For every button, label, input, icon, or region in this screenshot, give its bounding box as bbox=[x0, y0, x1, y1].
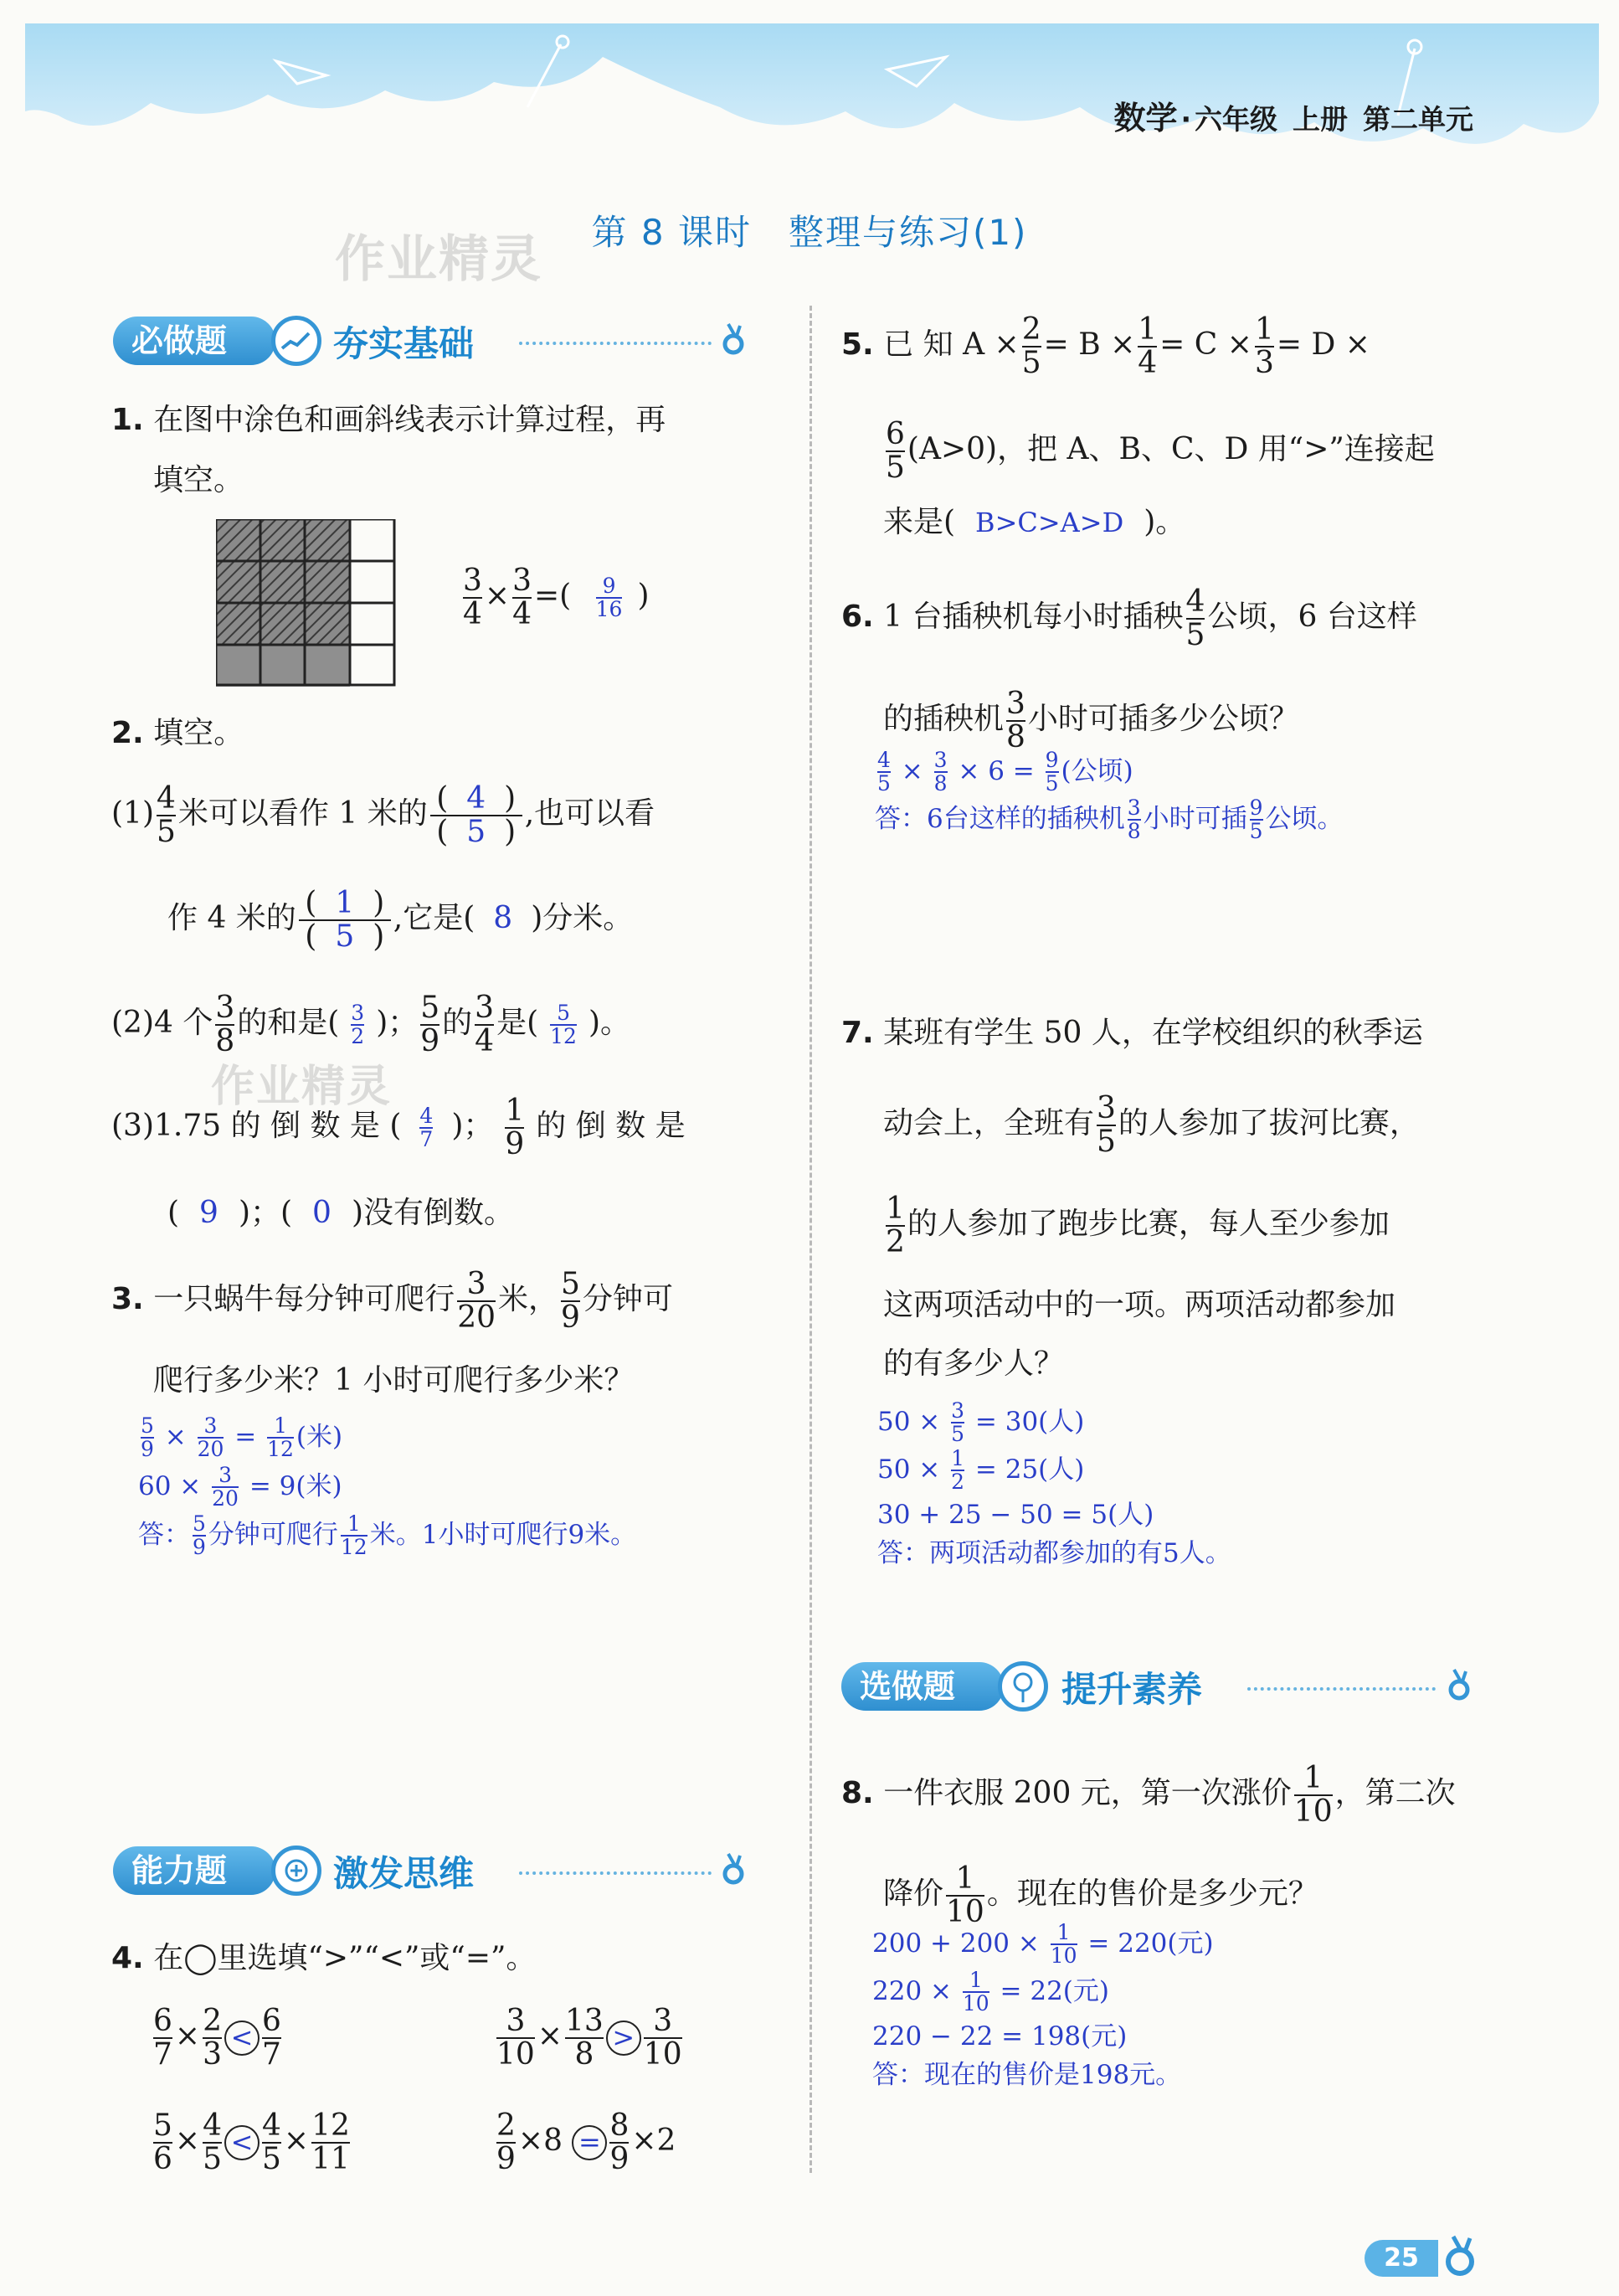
question-8: 8. 一件衣服 200 元，第一次涨价 $\frac{1}{10}$ ，第二次 bbox=[841, 1761, 1456, 1829]
question-2-part-2: (2)4 个 $\frac{3}{8}$ 的和是( $\frac{3}{2}$ )； $\frac{5}{9}$ 的 $\frac{3}{4}$ 是( $\frac{5}{12}$ )。 bbox=[111, 991, 630, 1058]
question-7-line-5: 的有多少人？ bbox=[883, 1346, 1065, 1381]
question-7-line-3: $\frac{1}{2}$ 的人参加了跑步比赛，每人至少参加 bbox=[886, 1192, 1390, 1259]
question-6-solution: $\frac{4}{5}$ × $\frac{3}{8}$ × 6 = $\frac{9}{5}$ (公顷) 答：6台这样的插秧机 $\frac{3}{8}$ 小时可插 $\frac{9}{5}$ 公顷。 bbox=[875, 748, 1344, 843]
question-7: 7. 某班有学生 50 人，在学校组织的秋季运 bbox=[841, 1016, 1423, 1050]
question-8-solution: 200 + 200 × $\frac{1}{10}$ = 220(元) 220 × $\frac{1}{10}$ = 22(元) 220 − 22 = 198(元) 答：现在的售价是198元。 bbox=[872, 1920, 1214, 2090]
question-2: 2. 填空。 bbox=[111, 716, 244, 750]
question-number: 1. bbox=[111, 403, 144, 437]
column-divider bbox=[810, 306, 812, 2173]
question-3-solution: $\frac{5}{9}$ × $\frac{3}{20}$ = $\frac{1}{12}$ (米) 60 × $\frac{3}{20}$ = 9(米) 答： $\frac{5}{9}$ 分钟可爬行 $\frac{1}{12}$ 米。1小时可爬行9米。 bbox=[138, 1413, 637, 1560]
fraction: $\frac{3}{4}$ bbox=[512, 564, 532, 631]
divider-dots bbox=[1247, 1687, 1436, 1691]
question-2-part-3: (3)1.75 的 倒 数 是 ( $\frac{4}{7}$ )； $\frac{1}{9}$ 的 倒 数 是 bbox=[111, 1094, 686, 1161]
compare-circle[interactable]: < bbox=[224, 2021, 260, 2056]
fraction: $\frac{3}{4}$ bbox=[463, 564, 482, 631]
lesson-title: 第 8 课时 整理与练习(1) bbox=[591, 212, 1028, 253]
compare-item-3: $\frac{5}{6}$ × $\frac{4}{5}$ < $\frac{4}{5}$ × $\frac{12}{11}$ bbox=[153, 2108, 350, 2176]
divider-dots bbox=[519, 342, 712, 345]
question-3: 3. 一只蜗牛每分钟可爬行 $\frac{3}{20}$ 米， $\frac{5}{9}$ 分钟可 bbox=[111, 1267, 673, 1335]
watermark: 作业精灵 bbox=[335, 230, 542, 289]
question-6-line-2: 的插秧机 $\frac{3}{8}$ 小时可插多少公顷？ bbox=[883, 687, 1299, 754]
compare-circle[interactable]: > bbox=[606, 2021, 641, 2056]
question-7-line-2: 动会上，全班有 $\frac{3}{5}$ 的人参加了拔河比赛， bbox=[883, 1091, 1420, 1159]
trend-icon bbox=[271, 316, 321, 366]
grid-figure bbox=[216, 519, 396, 687]
question-7-line-4: 这两项活动中的一项。两项活动都参加 bbox=[883, 1288, 1396, 1322]
section-required-sub: 夯实基础 bbox=[333, 323, 475, 364]
question-text: 在图中涂色和画斜线表示计算过程，再 bbox=[153, 403, 666, 437]
header-title bbox=[1113, 92, 1473, 138]
divider-dots bbox=[519, 1871, 712, 1875]
dandelion-icon bbox=[998, 1661, 1048, 1712]
header-subject: 数学 bbox=[1113, 100, 1178, 136]
question-2-part-3-line-2: ( 9 )；( 0 )没有倒数。 bbox=[167, 1196, 514, 1230]
page-header bbox=[25, 23, 1599, 157]
question-4: 4. 在◯里选填“>”“<”或“=”。 bbox=[111, 1941, 537, 1975]
brain-icon bbox=[271, 1846, 321, 1896]
question-2-part-1-line-2: 作 4 米的 $\frac{( 1 )}{( 5 )}$ ,它是( 8 )分米。 bbox=[167, 886, 634, 954]
question-6: 6. 1 台插秧机每小时插秧 $\frac{4}{5}$ 公顷，6 台这样 bbox=[841, 584, 1417, 652]
header-grade: 六年级 bbox=[1195, 103, 1277, 136]
section-optional-sub: 提升素养 bbox=[1061, 1669, 1203, 1710]
compare-item-2: $\frac{3}{10}$ × $\frac{13}{8}$ > $\frac{3}{10}$ bbox=[496, 2004, 682, 2072]
question-5-line-3: 来是( B>C>A>D )。 bbox=[883, 505, 1186, 539]
question-8-line-2: 降价 $\frac{1}{10}$ 。现在的售价是多少元？ bbox=[883, 1861, 1318, 1929]
question-5: 5. 已 知 A × $\frac{2}{5}$ = B × $\frac{1}{4}$ = C × $\frac{1}{3}$ = D × bbox=[841, 312, 1370, 380]
answer-fraction: $\frac{9}{16}$ bbox=[595, 573, 623, 621]
question-7-solution: 50 × $\frac{3}{5}$ = 30(人) 50 × $\frac{1}{2}$ = 25(人) 30 + 25 − 50 = 5(人) 答：两项活动都参加的有5人。 bbox=[877, 1398, 1231, 1568]
question-1-line-2: 填空。 bbox=[153, 463, 244, 497]
swirl-icon bbox=[1442, 2232, 1480, 2280]
question-1 bbox=[111, 400, 781, 440]
swirl-icon bbox=[718, 1851, 748, 1886]
question-5-line-2: $\frac{6}{5}$ (A>0)，把 A、B、C、D 用“>”连接起 bbox=[886, 417, 1435, 485]
compare-circle[interactable]: = bbox=[572, 2125, 607, 2160]
watermark: 作业精灵 bbox=[211, 1062, 393, 1112]
page-number: 25 bbox=[1384, 2243, 1419, 2273]
compare-circle[interactable]: < bbox=[224, 2125, 260, 2160]
header-volume: 上册 bbox=[1293, 103, 1348, 136]
question-2-part-1: (1) $\frac{4}{5}$ 米可以看作 1 米的 $\frac{( 4 )}{( 5 )}$ ,也可以看 bbox=[111, 781, 655, 849]
question-3-line-2: 爬行多少米？1 小时可爬行多少米？ bbox=[153, 1363, 635, 1398]
section-optional-label: 选做题 bbox=[841, 1662, 1004, 1711]
section-ability-sub: 激发思维 bbox=[333, 1853, 475, 1894]
section-ability-label: 能力题 bbox=[113, 1846, 275, 1895]
section-required-label: 必做题 bbox=[113, 317, 275, 365]
swirl-icon bbox=[718, 321, 748, 356]
header-dot: · bbox=[1180, 103, 1191, 136]
swirl-icon bbox=[1444, 1666, 1474, 1701]
compare-item-4: $\frac{2}{9}$ ×8 = $\frac{8}{9}$ ×2 bbox=[496, 2108, 676, 2176]
question-1-equation: $\frac{3}{4}$ × $\frac{3}{4}$ =( $\frac{9}{16}$ ) bbox=[463, 564, 650, 631]
header-unit: 第二单元 bbox=[1363, 103, 1473, 136]
compare-item-1: $\frac{6}{7}$ × $\frac{2}{3}$ < $\frac{6}{7}$ bbox=[153, 2004, 281, 2072]
answer-text: B>C>A>D bbox=[975, 507, 1124, 538]
